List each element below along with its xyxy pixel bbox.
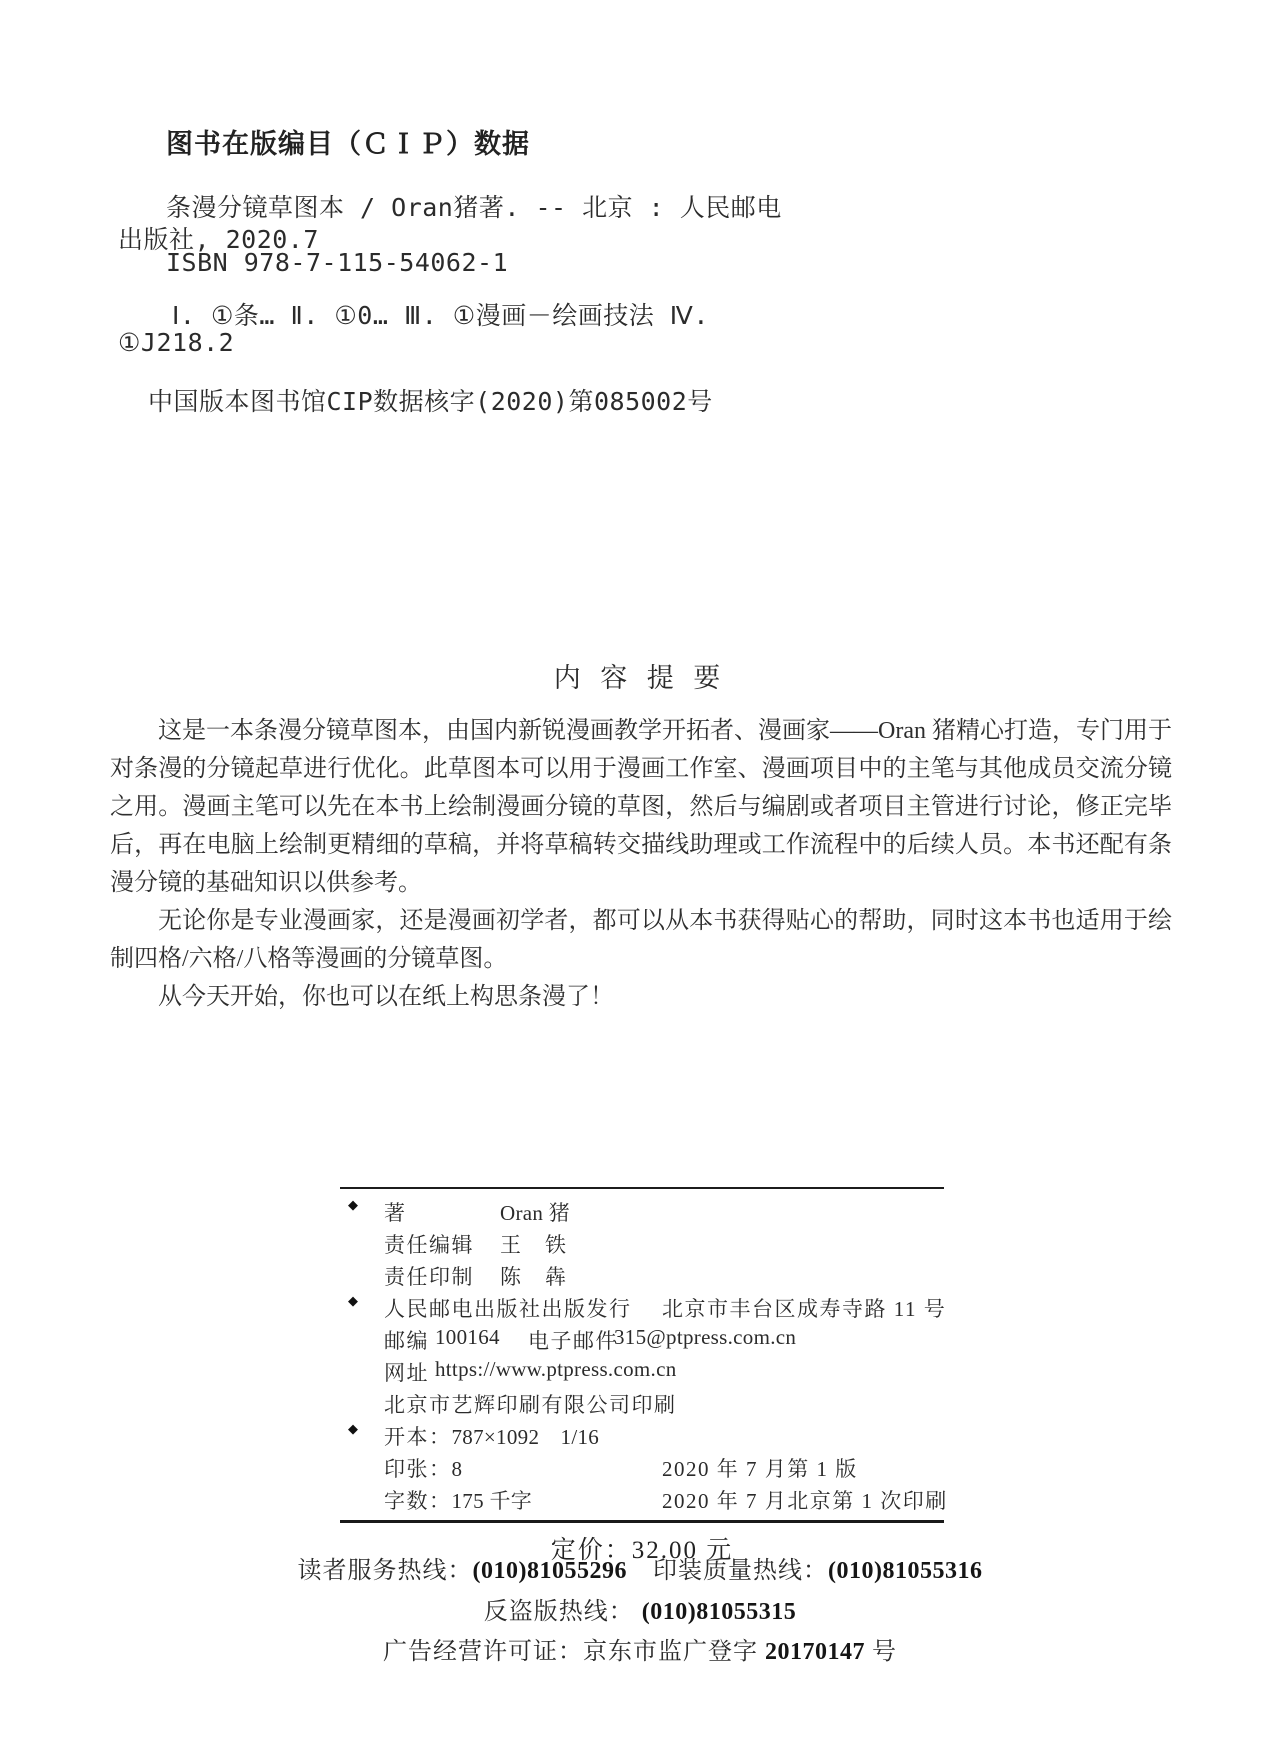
cip-title-line: 条漫分镜草图本 / Oran猪著. -- 北京 : 人民邮电: [166, 193, 782, 222]
cip-class-line2: ①J218.2: [118, 328, 235, 357]
website-row: [340, 1354, 944, 1386]
printing-company-row: [340, 1386, 944, 1418]
print-supervisor-value: 陈 犇: [500, 1265, 568, 1289]
publisher-address: 北京市丰台区成寿寺路 11 号: [662, 1297, 947, 1321]
summary-heading: 内 容 提 要: [553, 663, 727, 693]
postcode-value: 100164: [435, 1325, 500, 1349]
ad-license-suffix: 号: [865, 1639, 897, 1665]
author-value: Oran 猪: [500, 1201, 571, 1225]
service-hotline-number: (010)81055296: [472, 1558, 627, 1584]
ad-license-prefix: 广告经营许可证：京东市监广登字: [383, 1639, 765, 1665]
cip-isbn-line: ISBN 978-7-115-54062-1: [166, 248, 509, 277]
service-hotline-label: 读者服务热线：: [297, 1558, 473, 1584]
author-row: [340, 1194, 944, 1226]
summary-body: [110, 712, 1172, 1016]
print-supervisor-row: [340, 1258, 944, 1290]
cip-title-line2: 出版社, 2020.7: [118, 225, 319, 254]
impression-value: 2020 年 7 月北京第 1 次印刷: [662, 1489, 948, 1513]
ad-license-number: 20170147: [765, 1639, 865, 1665]
wordcount-impression-row: [340, 1482, 948, 1514]
sheets-line: [384, 1453, 462, 1483]
author-label: 著: [384, 1201, 407, 1225]
print-supervisor-label: 责任印制: [384, 1265, 474, 1289]
sheets-edition-row: [340, 1450, 944, 1482]
format-label: 开本：: [384, 1425, 452, 1449]
summary-paragraph-1: 这是一本条漫分镜草图本，由国内新锐漫画教学开拓者、漫画家——Oran 猪精心打造，专门用于对条漫的分镜起草进行优化。此草图本可以用于漫画工作室、漫画项目中的主笔与其他成员交流分镜之用。漫画主笔可以先在本书上绘制漫画分镜的草图，然后与编剧或者项目主管进行讨论，修正完毕后，再在电脑上绘制更精细的草稿，并将草稿转交描线助理或工作流程中的后续人员。本书还配有条漫分镜的基础知识以供参考。: [110, 718, 1172, 896]
publisher-name: 人民邮电出版社出版发行: [384, 1297, 632, 1321]
service-hotline-line: [0, 1550, 1280, 1585]
summary-paragraph-3: 从今天开始，你也可以在纸上构思条漫了！: [158, 984, 614, 1010]
ad-license-line: [0, 1631, 1280, 1666]
diamond-bullet-icon: ◆: [348, 1197, 360, 1212]
postcode-email-row: [340, 1322, 944, 1354]
editor-row: [340, 1226, 944, 1258]
price-line: 定价：32.00 元: [550, 1537, 734, 1564]
summary-paragraph-2: 无论你是专业漫画家，还是漫画初学者，都可以从本书获得贴心的帮助，同时这本书也适用于绘制四格/六格/八格等漫画的分镜草图。: [110, 908, 1172, 972]
publisher-row: [340, 1290, 947, 1322]
website-value: https://www.ptpress.com.cn: [435, 1357, 677, 1381]
wordcount-value: 175 千字: [451, 1489, 533, 1513]
postcode-label: 邮编: [384, 1329, 429, 1353]
diamond-bullet-icon: ◆: [348, 1421, 360, 1436]
quality-hotline-label: 印装质量热线：: [653, 1558, 828, 1584]
editor-value: 王 铁: [500, 1233, 568, 1257]
format-line: [384, 1421, 599, 1451]
cip-class-line: Ⅰ. ①条… Ⅱ. ①0… Ⅲ. ①漫画－绘画技法 Ⅳ.: [172, 301, 709, 330]
wordcount-label: 字数：: [384, 1489, 452, 1513]
editor-label: 责任编辑: [384, 1233, 474, 1257]
cip-heading: 图书在版编目（ＣＩＰ）数据: [166, 129, 530, 159]
format-value: 787×1092 1/16: [451, 1425, 600, 1449]
printing-company: 北京市艺辉印刷有限公司印刷: [384, 1393, 677, 1417]
sheets-label: 印张：: [384, 1457, 452, 1481]
colophon-rows: [340, 1189, 948, 1523]
edition-value: 2020 年 7 月第 1 版: [662, 1457, 858, 1481]
diamond-bullet-icon: ◆: [348, 1293, 360, 1308]
antipiracy-hotline-label: 反盗版热线：: [483, 1599, 634, 1625]
email-value: 315@ptpress.com.cn: [614, 1325, 797, 1349]
cip-record-line: 中国版本图书馆CIP数据核字(2020)第085002号: [148, 387, 713, 416]
website-label: 网址: [384, 1361, 429, 1385]
format-row: [340, 1418, 944, 1450]
sheets-value: 8: [451, 1457, 463, 1481]
colophon-block: [340, 1187, 948, 1569]
quality-hotline-number: (010)81055316: [828, 1558, 983, 1584]
antipiracy-hotline-number: (010)81055315: [641, 1599, 797, 1625]
wordcount-line: [384, 1485, 532, 1515]
antipiracy-hotline-line: [0, 1591, 1280, 1626]
email-label: 电子邮件: [528, 1329, 618, 1353]
